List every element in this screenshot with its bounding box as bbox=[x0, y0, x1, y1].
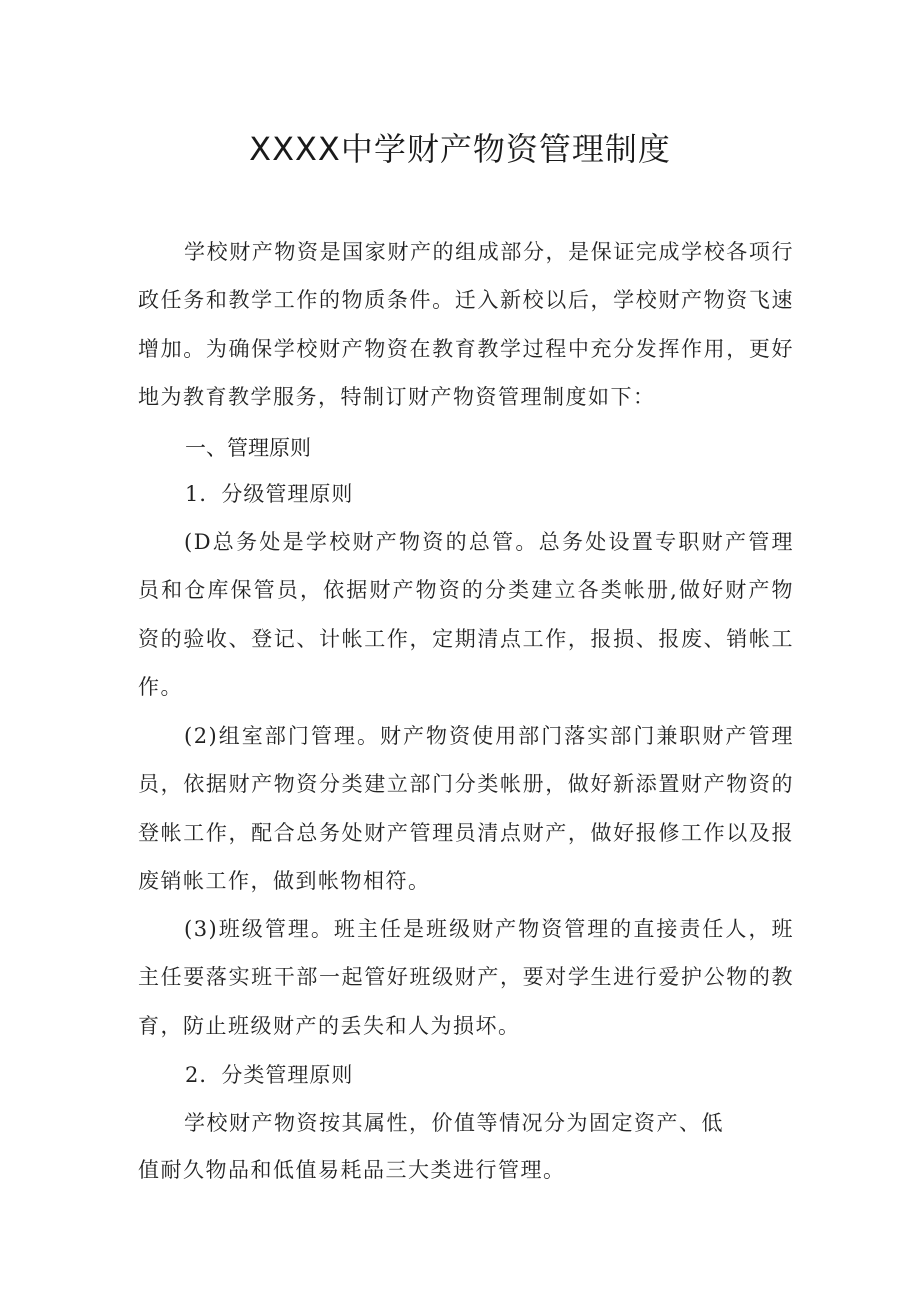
document-title: XXXX中学财产物资管理制度 bbox=[249, 130, 671, 168]
item-general-affairs-office: (D总务处是学校财产物资的总管。总务处设置专职财产管理员和仓库保管员，依据财产物资的分类建立各类帐册,做好财产物资的验收、登记、计帐工作，定期清点工作，报损、报废、销帐工作。 bbox=[138, 530, 794, 700]
category-paragraph-line-2: 值耐久物品和低值易耗品三大类进行管理。 bbox=[138, 1158, 566, 1182]
subheading-hierarchical-management: 1．分级管理原则 bbox=[185, 482, 354, 506]
item-class-management: (3)班级管理。班主任是班级财产物资管理的直接责任人，班主任要落实班干部一起管好班级财产，要对学生进行爱护公物的教育，防止班级财产的丢失和人为损坏。 bbox=[138, 917, 794, 1038]
category-paragraph-line-1: 学校财产物资按其属性，价值等情况分为固定资产、低 bbox=[184, 1111, 724, 1135]
section-heading-management-principles: 一、管理原则 bbox=[185, 436, 311, 460]
subheading-category-management: 2．分类管理原则 bbox=[185, 1063, 354, 1087]
intro-paragraph: 学校财产物资是国家财产的组成部分，是保证完成学校各项行政任务和教学工作的物质条件。迁入新校以后，学校财产物资飞速增加。为确保学校财产物资在教育教学过程中充分发挥作用，更好地为教育教学服务，特制订财产物资管理制度如下： bbox=[138, 240, 794, 410]
item-department-management: (2)组室部门管理。财产物资使用部门落实部门兼职财产管理员，依据财产物资分类建立部门分类帐册，做好新添置财产物资的登帐工作，配合总务处财产管理员清点财产，做好报修工作以及报废销帐工作，做到帐物相符。 bbox=[138, 724, 794, 894]
